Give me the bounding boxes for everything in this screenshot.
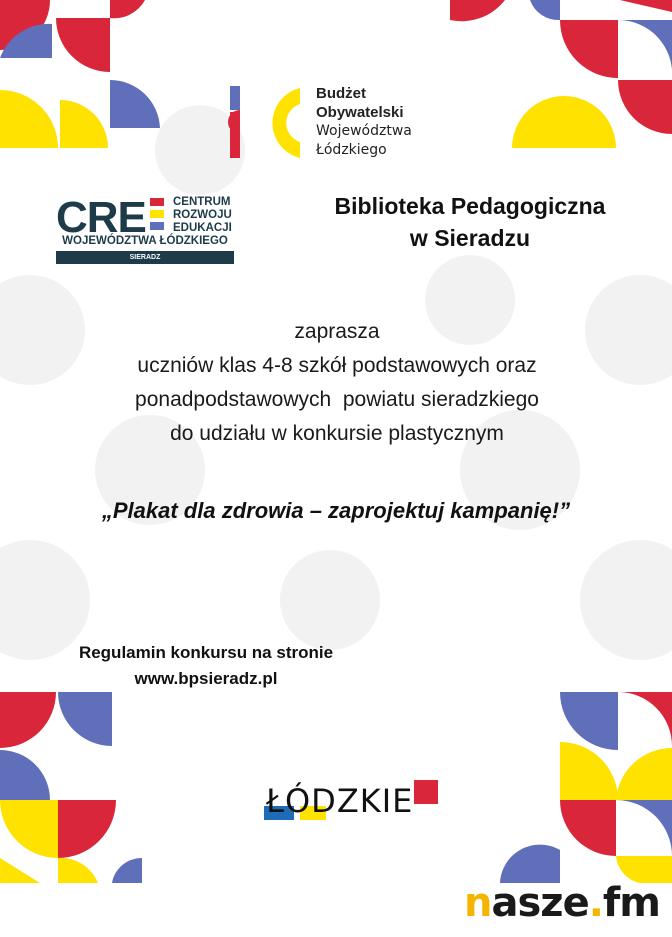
watermark-fm: fm — [602, 880, 660, 926]
rules-line1: Regulamin konkursu na stronie — [78, 643, 334, 662]
lodzkie-logo-text: ŁÓDZKIE — [266, 782, 414, 820]
bo-line4: Łódzkiego — [316, 142, 387, 158]
cre-region: WOJEWÓDZTWA ŁÓDZKIEGO — [62, 235, 228, 247]
nasze-fm-watermark — [464, 880, 660, 926]
cre-logo-side-text — [173, 196, 232, 235]
invitation-line1: zaprasza — [294, 320, 380, 343]
library-line1: Biblioteka Pedagogiczna — [334, 193, 606, 219]
budzet-obywatelski-logo-text — [316, 84, 412, 160]
cre-logo-city: SIERADZ — [56, 251, 234, 264]
cre-side3: EDUKACJI — [173, 222, 232, 234]
rules-info — [30, 640, 382, 692]
bo-line2: Obywatelski — [316, 104, 404, 121]
library-title — [300, 190, 640, 254]
invitation-line3: ponadpodstawowych powiatu sieradzkiego — [135, 388, 539, 411]
cre-side2: ROZWOJU — [173, 209, 232, 221]
cre-side1: CENTRUM — [173, 196, 231, 208]
bo-line1: Budżet — [316, 85, 366, 102]
watermark-asze: asze — [491, 880, 589, 926]
lodzkie-logo-red-block — [414, 780, 438, 804]
library-line2: w Sieradzu — [409, 225, 531, 251]
watermark-n: n — [464, 880, 492, 926]
cre-logo-region — [56, 234, 234, 249]
cre-logo-accent — [150, 196, 170, 232]
budzet-obywatelski-logo-mark — [226, 84, 302, 160]
invitation-text — [60, 315, 614, 451]
cre-logo-letters: CRE — [56, 193, 146, 242]
bo-line3: Województwa — [316, 123, 412, 139]
invitation-line4: do udziału w konkursie plastycznym — [170, 422, 504, 445]
rules-website-link[interactable]: www.bpsieradz.pl — [134, 669, 278, 688]
watermark-dot: . — [588, 880, 603, 926]
contest-title: „Plakat dla zdrowia – zaprojektuj kampanię!” — [101, 498, 571, 523]
invitation-line2: uczniów klas 4-8 szkół podstawowych oraz — [137, 354, 537, 377]
